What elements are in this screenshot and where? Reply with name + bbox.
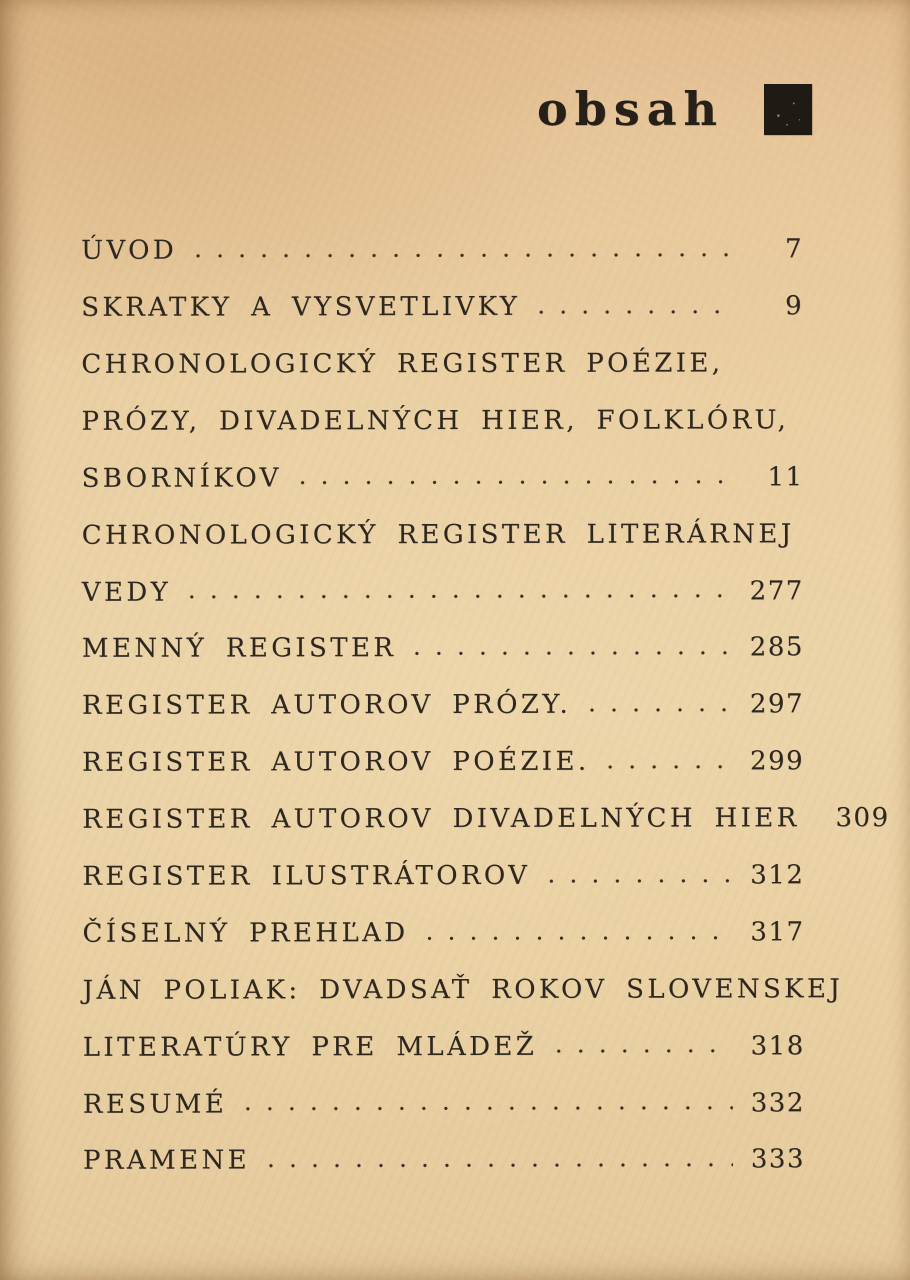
toc-entry-label: LITERATÚRY PRE MLÁDEŽ	[82, 1031, 538, 1063]
toc-entry-leader-dots	[427, 935, 733, 941]
toc-entry-page-number: 299	[749, 746, 805, 777]
toc-row	[82, 891, 804, 949]
toc-entry-label: REGISTER ILUSTRÁTOROV	[82, 860, 531, 892]
toc-row	[82, 606, 804, 664]
page-header	[0, 82, 812, 135]
toc-entry-leader-dots	[548, 878, 732, 883]
toc-entry-label: REGISTER AUTOROV POÉZIE.	[82, 746, 590, 778]
toc-entry-page-number: 277	[749, 575, 804, 606]
toc-row	[82, 948, 844, 1006]
toc-entry-label: JÁN POLIAK: DVADSAŤ ROKOV SLOVENSKEJ	[82, 973, 844, 1006]
toc-entry-label: CHRONOLOGICKÝ REGISTER LITERÁRNEJ	[81, 518, 795, 551]
toc-entry-leader-dots	[245, 1106, 733, 1112]
toc-row	[82, 550, 804, 608]
toc-entry-page-number: 285	[749, 632, 804, 663]
toc-row	[83, 1062, 805, 1120]
toc-entry-label: ČÍSELNÝ PREHĽAD	[82, 917, 409, 949]
toc-entry-label: REGISTER AUTOROV PRÓZY.	[81, 690, 572, 722]
toc-row	[81, 379, 803, 437]
toc-row	[81, 322, 803, 380]
toc-entry-label: SKRATKY A VYSVETLIVKY	[81, 291, 521, 323]
toc-entry-label: SBORNÍKOV	[81, 463, 282, 494]
toc-entry-leader-dots	[414, 651, 732, 657]
toc-list	[81, 208, 890, 1177]
toc-entry-leader-dots	[589, 707, 732, 712]
black-square-icon	[764, 84, 812, 135]
toc-entry-label: ÚVOD	[81, 235, 178, 266]
toc-entry-leader-dots	[538, 309, 731, 314]
toc-entry-page-number: 7	[784, 234, 804, 265]
toc-entry-page-number: 317	[750, 917, 805, 948]
toc-row	[82, 720, 804, 778]
toc-entry-page-number: 9	[785, 291, 804, 322]
page-title: obsah	[537, 81, 724, 136]
toc-entry-page-number: 312	[750, 860, 805, 891]
toc-entry-page-number: 309	[835, 803, 890, 834]
toc-entry-page-number: 318	[750, 1030, 805, 1062]
toc-entry-leader-dots	[608, 764, 733, 769]
toc-row	[83, 1118, 805, 1176]
toc-entry-label: VEDY	[81, 577, 172, 608]
toc-entry-label: REGISTER AUTOROV DIVADELNÝCH HIER	[82, 803, 800, 835]
toc-entry-page-number: 332	[750, 1087, 805, 1118]
toc-entry-label: CHRONOLOGICKÝ REGISTER POÉZIE,	[81, 348, 724, 380]
toc-entry-page-number: 333	[750, 1144, 806, 1175]
toc-row	[82, 493, 804, 551]
toc-entry-page-number: 11	[767, 462, 804, 493]
toc-entry-leader-dots	[555, 1049, 732, 1054]
toc-entry-leader-dots	[300, 480, 732, 486]
toc-row	[82, 834, 804, 892]
toc-entry-page-number: 297	[749, 689, 805, 720]
toc-entry-label: PRÓZY, DIVADELNÝCH HIER, FOLKLÓRU,	[81, 405, 790, 437]
toc-entry-leader-dots	[189, 594, 732, 600]
toc-row	[82, 777, 890, 835]
toc-row	[81, 265, 803, 323]
toc-row	[82, 663, 804, 721]
toc-entry-label: PRAMENE	[82, 1145, 250, 1177]
toc-entry-leader-dots	[268, 1163, 733, 1169]
toc-entry-label: MENNÝ REGISTER	[81, 633, 397, 665]
toc-row	[81, 436, 803, 494]
toc-row	[81, 208, 803, 266]
toc-entry-leader-dots	[195, 252, 731, 258]
toc-entry-label: RESUMÉ	[82, 1089, 228, 1120]
toc-row	[83, 1005, 805, 1063]
